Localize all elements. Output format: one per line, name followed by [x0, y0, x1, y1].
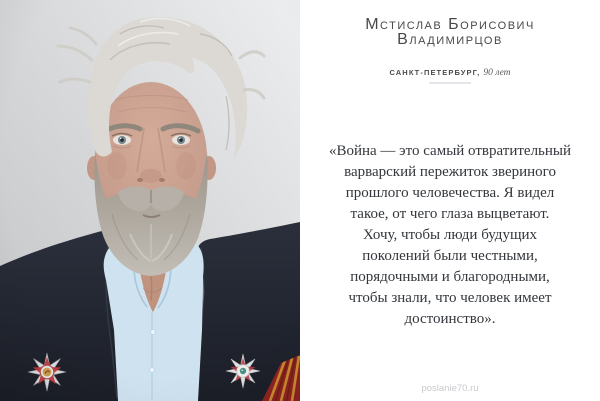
person-name-line1: Мстислав Борисович — [365, 16, 535, 33]
person-name — [300, 17, 600, 47]
divider-rule — [429, 82, 471, 84]
quote-line: поколений были честными, — [362, 248, 538, 264]
site-watermark: poslanie70.ru — [421, 383, 479, 394]
quote-line: «Война — это самый отвратительный — [328, 143, 572, 159]
person-name-line2: Владимирцов — [397, 31, 503, 48]
info-panel — [300, 0, 600, 401]
quote-line: Хочу, чтобы люди будущих — [362, 227, 538, 243]
person-subtitle — [300, 62, 600, 80]
quote-line: достоинство». — [404, 311, 496, 327]
person-city: САНКТ-ПЕТЕРБУРГ, — [389, 68, 481, 77]
quote-block — [304, 141, 596, 330]
person-age: 90 лет — [483, 68, 511, 78]
quote-line: варварский пережиток звериного — [344, 164, 556, 180]
quote-line: порядочными и благородными, — [350, 269, 550, 285]
quote-line: такое, от чего глаза выцветают. — [350, 206, 550, 222]
quote-line: чтобы знали, что человек имеет — [348, 290, 552, 306]
quote-line: прошлого человечества. Я видел — [345, 185, 555, 201]
